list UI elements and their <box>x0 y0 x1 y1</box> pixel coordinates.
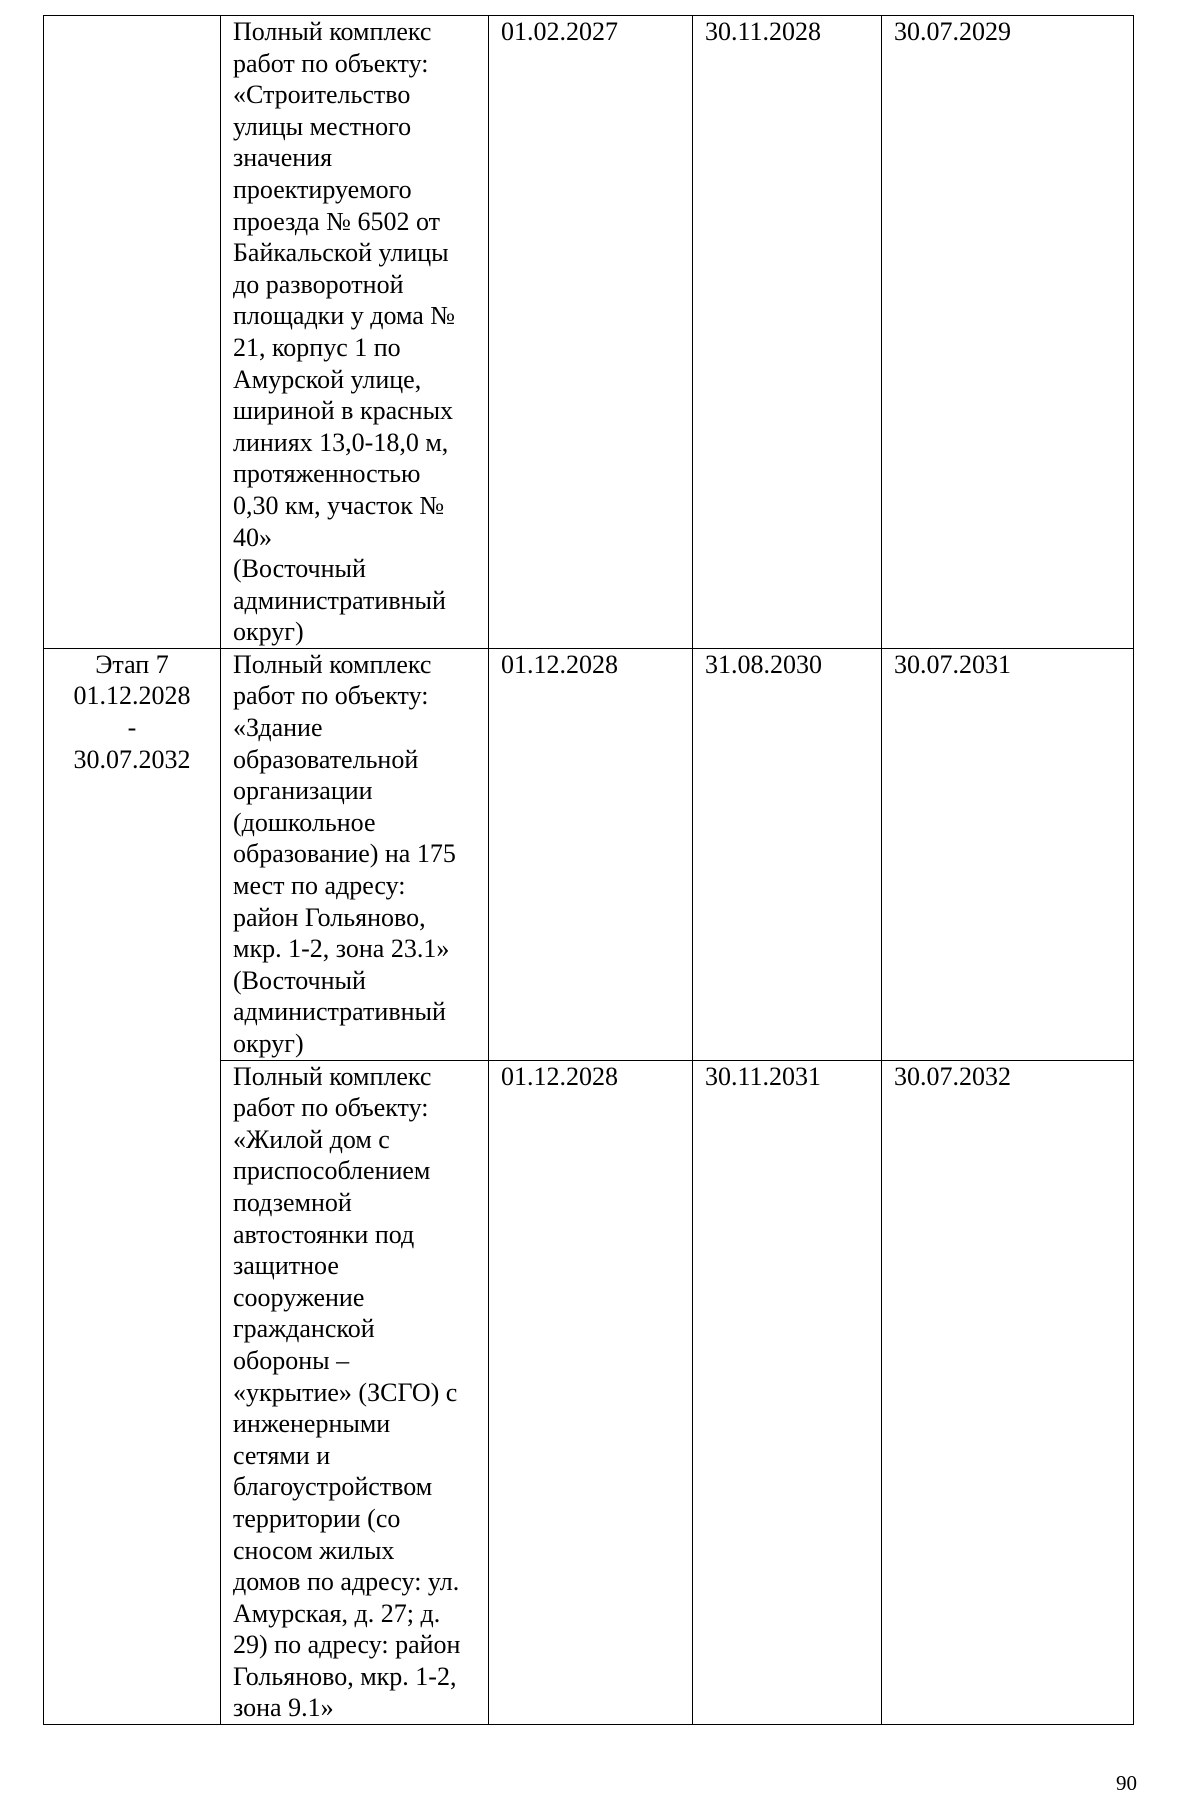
page-number: 90 <box>1116 1771 1137 1795</box>
final-date-cell <box>882 1060 1134 1724</box>
table-row <box>44 16 1134 649</box>
stage-cell <box>44 648 221 1724</box>
stage-start-date: 01.12.2028 <box>73 681 191 711</box>
stage-end-date: 30.07.2032 <box>73 744 191 774</box>
final-date: 30.07.2032 <box>894 1061 1011 1091</box>
end-date: 30.11.2028 <box>705 17 822 46</box>
stage-date-separator: - <box>127 713 137 743</box>
end-date: 30.11.2031 <box>705 1061 822 1091</box>
end-date-cell <box>693 16 882 649</box>
object-description-cell <box>221 16 489 649</box>
start-date: 01.12.2028 <box>501 1061 618 1091</box>
start-date-cell <box>489 16 693 649</box>
stage-title: Этап 7 <box>95 649 169 679</box>
table-row <box>44 648 1134 1060</box>
object-description: Полный комплекс работ по объекту: «Здание образовательной организации (дошкольное образование) на 175 мест по адресу: район Гольяново, мкр. 1-2, зона 23.1» (Восточный административный округ) <box>233 649 456 1058</box>
object-description: Полный комплекс работ по объекту: «Жилой дом с приспособлением подземной автостоянки под защитное сооружение гражданской обороны – «укрытие» (ЗСГО) с инженерными сетями и благоустройством территории (со сносом жилых домов по адресу: ул. Амурская, д. 27; д. 29) по адресу: район Гольяново, мкр. 1-2, зона 9.1» <box>233 1061 461 1723</box>
object-description-cell <box>221 648 489 1060</box>
final-date-cell <box>882 16 1134 649</box>
final-date: 30.07.2029 <box>894 17 1011 46</box>
end-date-cell <box>693 1060 882 1724</box>
stage-cell-empty <box>44 16 221 649</box>
object-description-cell <box>221 1060 489 1724</box>
end-date: 31.08.2030 <box>705 649 822 679</box>
object-description: Полный комплекс работ по объекту: «Строительство улицы местного значения проектируемого проезда № 6502 от Байкальской улицы до разворотной площадки у дома № 21, корпус 1 по Амурской улице, шириной в красных линиях 13,0-18,0 м, протяженностью 0,30 км, участок № 40» (Восточный административный округ) <box>233 17 456 647</box>
start-date: 01.12.2028 <box>501 649 618 679</box>
schedule-table <box>43 15 1134 1725</box>
start-date: 01.02.2027 <box>501 17 618 46</box>
final-date: 30.07.2031 <box>894 649 1011 679</box>
final-date-cell <box>882 648 1134 1060</box>
start-date-cell <box>489 1060 693 1724</box>
start-date-cell <box>489 648 693 1060</box>
end-date-cell <box>693 648 882 1060</box>
